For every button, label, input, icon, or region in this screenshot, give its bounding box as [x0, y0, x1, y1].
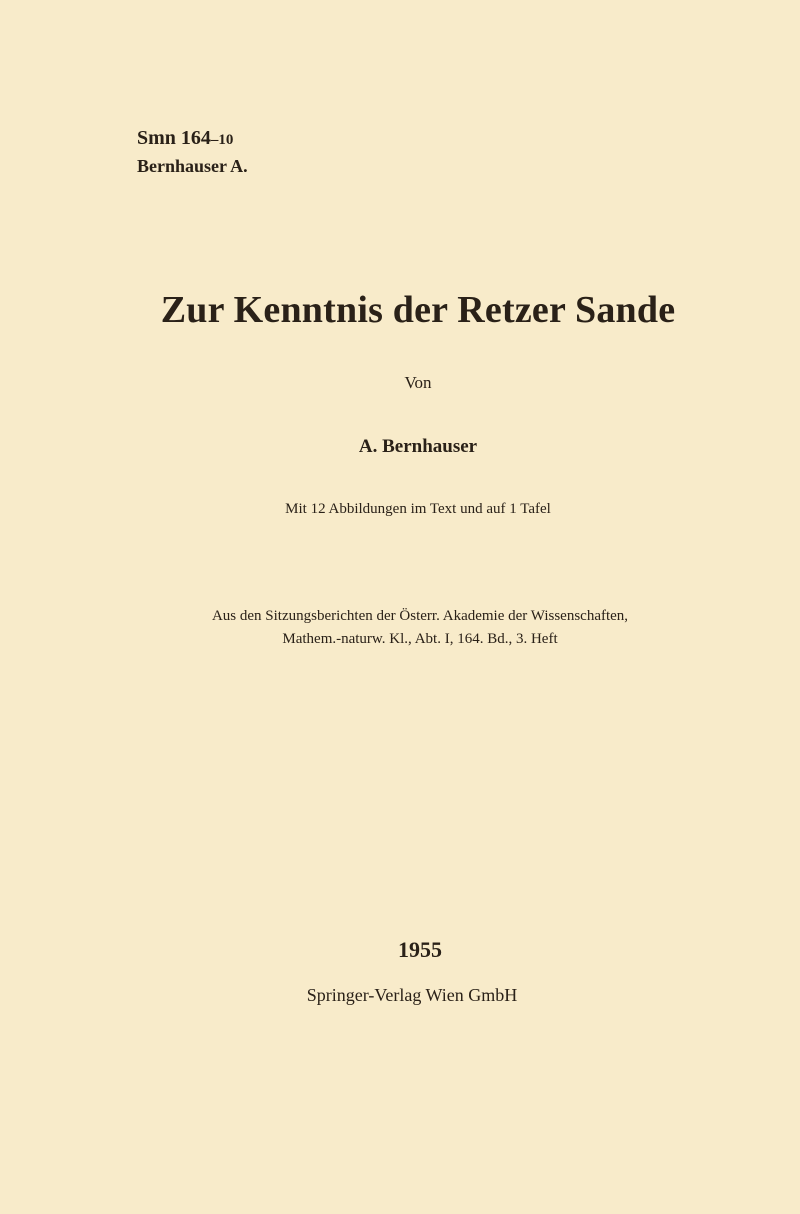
series-id-main: Smn 164: [137, 127, 211, 149]
illustrations-note: Mit 12 Abbildungen im Text und auf 1 Tafel: [285, 501, 551, 517]
source-line-1: Aus den Sitzungsberichten der Österr. Akademie der Wissenschaften,: [211, 608, 629, 624]
series-id-suffix: –10: [210, 132, 234, 148]
series-identifier: [137, 128, 233, 148]
book-title: Zur Kenntnis der Retzer Sande: [160, 289, 676, 331]
series-author: Bernhauser A.: [137, 156, 248, 176]
publisher: Springer-Verlag Wien GmbH: [306, 985, 518, 1005]
publication-year: 1955: [398, 937, 442, 962]
author-name: A. Bernhauser: [358, 436, 478, 457]
source-line-2: Mathem.-naturw. Kl., Abt. I, 164. Bd., 3. Heft: [282, 631, 558, 647]
by-label: Von: [404, 373, 432, 392]
